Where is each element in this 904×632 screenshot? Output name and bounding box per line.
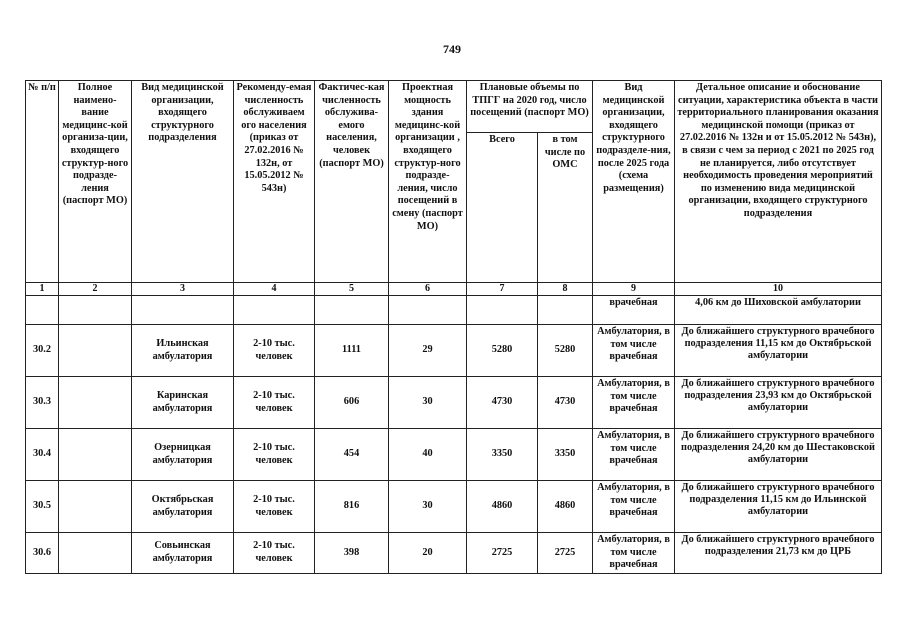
table-row [26, 325, 882, 377]
cell-actual-population: 454 [315, 429, 389, 481]
header-design-capacity: Проектная мощность здания медицинс-кой организации , входящего структур-ного подразде-ления, число посещений в смену (паспорт МО) [389, 81, 467, 283]
cell-org-type: Совьинская амбулатория [132, 533, 234, 574]
header-full-name: Полное наимено-вание медицинс-кой организа-ции, входящего структур-ного подразде-ления (паспорт МО) [59, 81, 132, 283]
cell-total: 4730 [467, 377, 538, 429]
cell-total: 5280 [467, 325, 538, 377]
cell-type-after-2025: Амбулатория, в том числе врачебная [593, 429, 675, 481]
cell-design-capacity: 30 [389, 377, 467, 429]
medical-organizations-table [25, 80, 882, 574]
column-number: 4 [234, 283, 315, 296]
header-actual-population: Фактичес-кая численность обслужива-емого населения, человек (паспорт МО) [315, 81, 389, 283]
cell-type-after-2025: врачебная [593, 296, 675, 325]
cell-full-name [59, 377, 132, 429]
cell-design-capacity: 40 [389, 429, 467, 481]
header-planned-volumes: Плановые объемы по ТПГГ на 2020 год, число посещений (паспорт МО) [467, 81, 593, 133]
table-row [26, 296, 882, 325]
cell-description: До ближайшего структурного врачебного подразделения 11,15 км до Ильинской амбулатории [675, 481, 882, 533]
cell-recommended-population: 2-10 тыс. человек [234, 533, 315, 574]
cell-num: 30.4 [26, 429, 59, 481]
page-number: 749 [443, 42, 461, 56]
cell-design-capacity: 29 [389, 325, 467, 377]
cell-recommended-population: 2-10 тыс. человек [234, 377, 315, 429]
cell-type-after-2025: Амбулатория, в том числе врачебная [593, 533, 675, 574]
cell-total: 4860 [467, 481, 538, 533]
cell-actual-population: 606 [315, 377, 389, 429]
cell-description: До ближайшего структурного врачебного подразделения 23,93 км до Октябрьской амбулатории [675, 377, 882, 429]
cell-org-type: Озерницкая амбулатория [132, 429, 234, 481]
cell-full-name [59, 325, 132, 377]
cell-full-name [59, 481, 132, 533]
cell-full-name [59, 533, 132, 574]
cell-num: 30.5 [26, 481, 59, 533]
cell-design-capacity: 30 [389, 481, 467, 533]
cell-actual-population: 1111 [315, 325, 389, 377]
cell-description: До ближайшего структурного врачебного подразделения 21,73 км до ЦРБ [675, 533, 882, 574]
cell-type-after-2025: Амбулатория, в том числе врачебная [593, 481, 675, 533]
cell-num: 30.6 [26, 533, 59, 574]
header-description: Детальное описание и обоснование ситуации, характеристика объекта в части территориального планирования оказания медицинской помощи (приказ от 27.02.2016 № 132н и от 15.05.2012 № 543н), в связи с чем за период с 2021 по 2025 год не планируется, либо отсутствует необходимость проведения мероприятий по изменению вида медицинской организации, входящего структурного подразделения [675, 81, 882, 283]
header-total: Всего [467, 133, 538, 283]
table-row [26, 377, 882, 429]
cell-actual-population: 398 [315, 533, 389, 574]
cell-total: 3350 [467, 429, 538, 481]
cell-description: 4,06 км до Шиховской амбулатории [675, 296, 882, 325]
cell-num: 30.2 [26, 325, 59, 377]
cell-type-after-2025: Амбулатория, в том числе врачебная [593, 377, 675, 429]
cell-oms: 2725 [538, 533, 593, 574]
table-row [26, 481, 882, 533]
column-number: 8 [538, 283, 593, 296]
cell-recommended-population: 2-10 тыс. человек [234, 325, 315, 377]
column-number: 10 [675, 283, 882, 296]
column-number: 5 [315, 283, 389, 296]
column-number: 3 [132, 283, 234, 296]
cell-recommended-population: 2-10 тыс. человек [234, 481, 315, 533]
header-type-after-2025: Вид медицинской организации, входящего структурного подразделе-ния, после 2025 года (схема размещения) [593, 81, 675, 283]
cell-total: 2725 [467, 533, 538, 574]
column-number: 7 [467, 283, 538, 296]
cell-full-name [59, 429, 132, 481]
column-number: 6 [389, 283, 467, 296]
cell-oms: 4860 [538, 481, 593, 533]
cell-description: До ближайшего структурного врачебного подразделения 24,20 км до Шестаковской амбулатории [675, 429, 882, 481]
cell-design-capacity: 20 [389, 533, 467, 574]
header-num: № п/п [26, 81, 59, 283]
header-oms: в том числе по ОМС [538, 133, 593, 283]
cell-oms: 4730 [538, 377, 593, 429]
cell-recommended-population: 2-10 тыс. человек [234, 429, 315, 481]
cell-description: До ближайшего структурного врачебного подразделения 11,15 км до Октябрьской амбулатории [675, 325, 882, 377]
table-row [26, 533, 882, 574]
column-number: 9 [593, 283, 675, 296]
header-recommended-population: Рекоменду-емая численность обслуживаем ого населения (приказ от 27.02.2016 № 132н, от 15.05.2012 № 543н) [234, 81, 315, 283]
cell-type-after-2025: Амбулатория, в том числе врачебная [593, 325, 675, 377]
cell-org-type: Ильинская амбулатория [132, 325, 234, 377]
cell-num: 30.3 [26, 377, 59, 429]
column-number-row [26, 283, 882, 296]
cell-org-type: Каринская амбулатория [132, 377, 234, 429]
cell-actual-population: 816 [315, 481, 389, 533]
cell-org-type: Октябрьская амбулатория [132, 481, 234, 533]
column-number: 2 [59, 283, 132, 296]
table-row [26, 429, 882, 481]
header-org-type: Вид медицинской организации, входящего структурного подразделения [132, 81, 234, 283]
column-number: 1 [26, 283, 59, 296]
cell-oms: 5280 [538, 325, 593, 377]
cell-oms: 3350 [538, 429, 593, 481]
